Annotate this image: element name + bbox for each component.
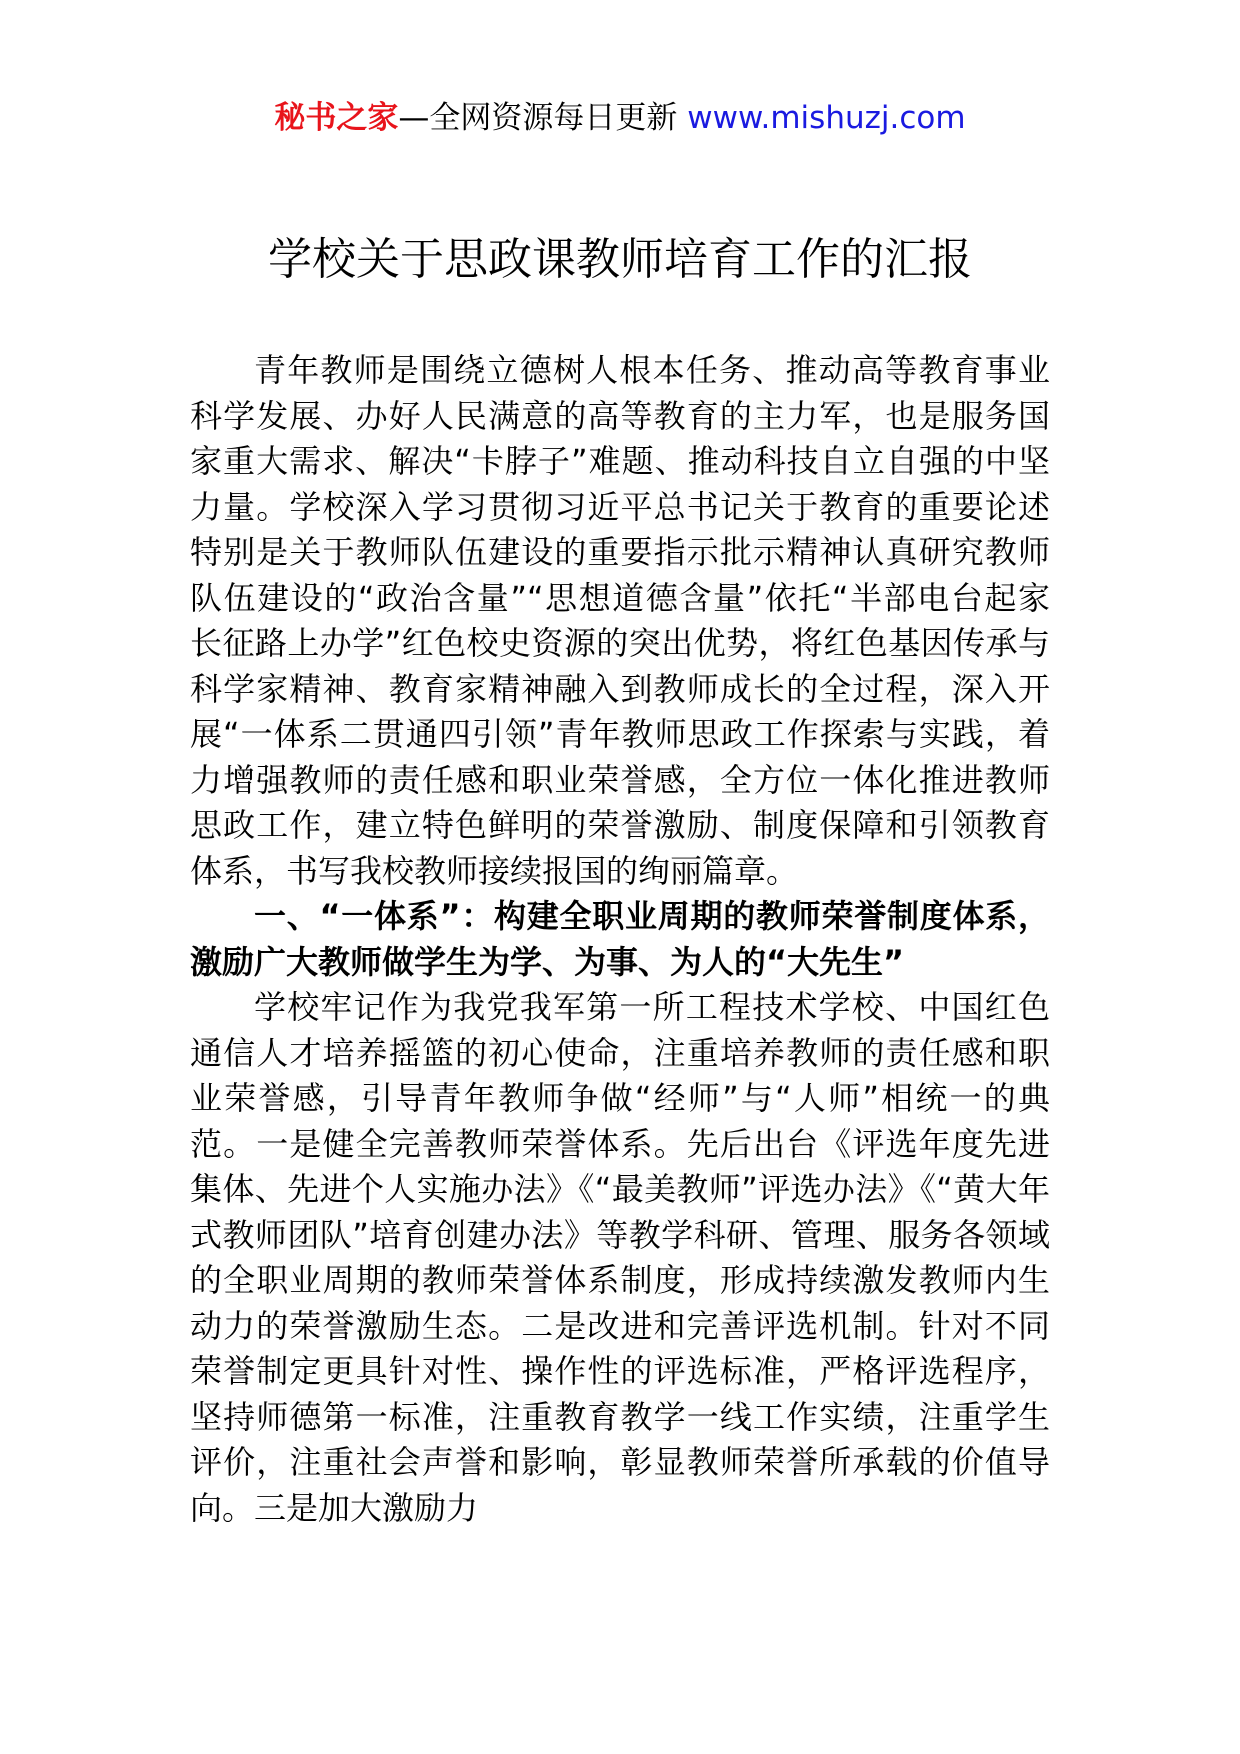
section-1-paragraph: 学校牢记作为我党我军第一所工程技术学校、中国红色通信人才培养摇篮的初心使命，注重培养教师的责任感和职业荣誉感，引导青年教师争做“经师”与“人师”相统一的典范。一是健全完善教师荣誉体系。先后出台《评选年度先进集体、先进个人实施办法》《“最美教师”评选办法》《“黄大年式教师团队”培育创建办法》等教学科研、管理、服务各领域的全职业周期的教师荣誉体系制度，形成持续激发教师内生动力的荣誉激励生态。二是改进和完善评选机制。针对不同荣誉制定更具针对性、操作性的评选标准，严格评选程序，坚持师德第一标准，注重教育教学一线工作实绩，注重学生评价，注重社会声誉和影响，彰显教师荣誉所承载的价值导向。三是加大激励力 (190, 988, 1050, 1527)
intro-paragraph: 青年教师是围绕立德树人根本任务、推动高等教育事业科学发展、办好人民满意的高等教育的主力军，也是服务国家重大需求、解决“卡脖子”难题、推动科技自立自强的中坚力量。学校深入学习贯彻习近平总书记关于教育的重要论述特别是关于教师队伍建设的重要指示批示精神认真研究教师队伍建设的“政治含量”“思想道德含量”依托“半部电台起家 长征路上办学”红色校史资源的突出优势，将红色基因传承与科学家精神、教育家精神融入到教师成长的全过程，深入开展“一体系二贯通四引领”青年教师思政工作探索与实践，着力增强教师的责任感和职业荣誉感，全方位一体化推进教师思政工作，建立特色鲜明的荣誉激励、制度保障和引领教育体系，书写我校教师接续报国的绚丽篇章。 (190, 351, 1050, 890)
section-heading-1: 一、“一体系”：构建全职业周期的教师荣誉制度体系，激励广大教师做学生为学、为事、为人的“大先生” (190, 897, 1050, 981)
site-url-link[interactable]: www.mishuzj.com (687, 100, 966, 136)
header-tagline: —全网资源每日更新 (398, 100, 688, 136)
brand-name: 秘书之家 (274, 100, 399, 136)
document-title: 学校关于思政课教师培育工作的汇报 (268, 234, 972, 285)
document-body (190, 348, 1050, 1531)
site-header (0, 98, 1240, 138)
